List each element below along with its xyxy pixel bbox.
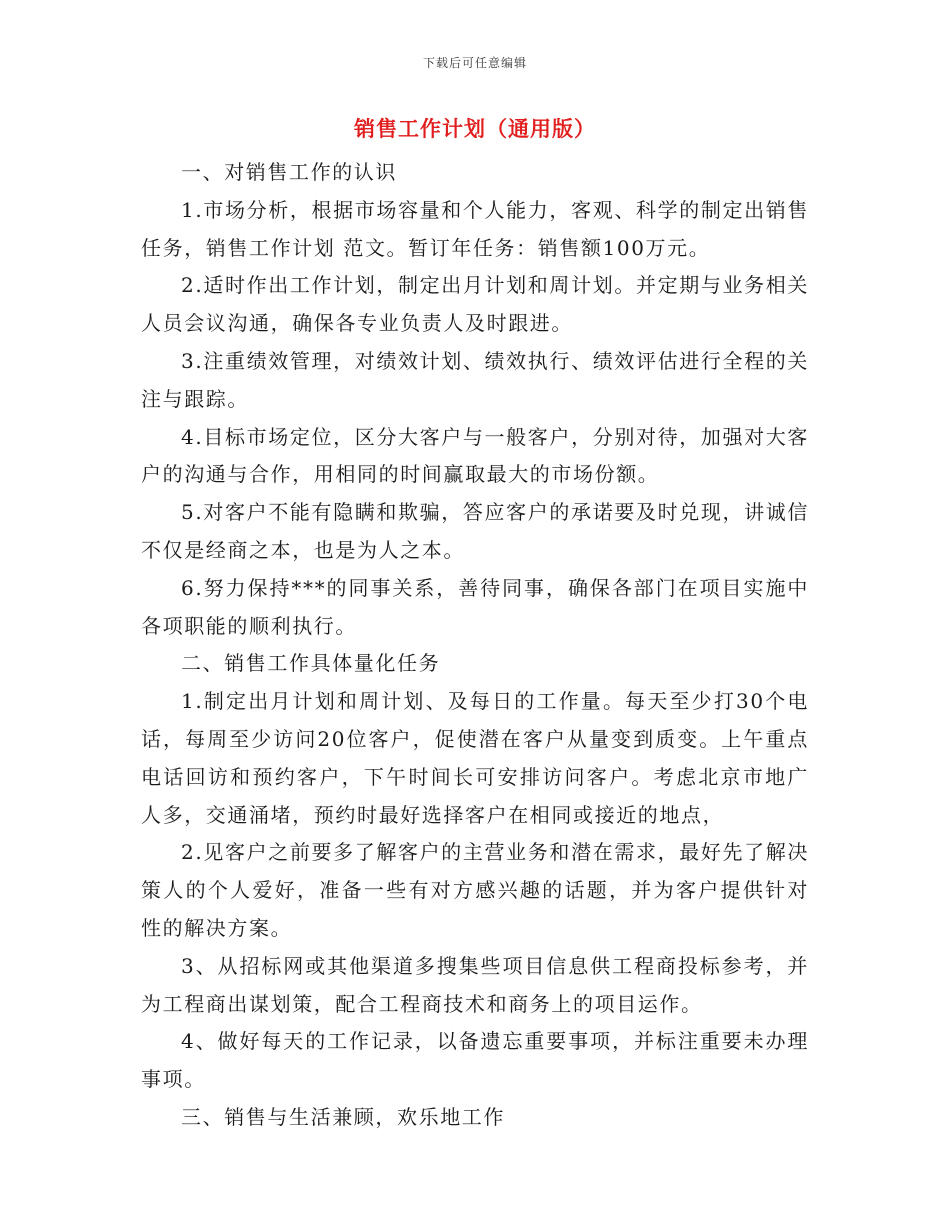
paragraph: 1.制定出月计划和周计划、及每日的工作量。每天至少打30个电话，每周至少访问20位客户，促使潜在客户从量变到质变。上午重点电话回访和预约客户，下午时间长可安排访问客户。考虑北京市地广人多，交通涌堵，预约时最好选择客户在相同或接近的地点， [141, 689, 809, 827]
document-body [141, 154, 809, 1137]
header-note: 下载后可任意编辑 [422, 56, 527, 70]
paragraph: 4、做好每天的工作记录，以备遗忘重要事项，并标注重要未办理事项。 [141, 1029, 809, 1092]
paragraph: 3、从招标网或其他渠道多搜集些项目信息供工程商投标参考，并为工程商出谋划策，配合工程商技术和商务上的项目运作。 [141, 953, 809, 1016]
paragraph: 3.注重绩效管理，对绩效计划、绩效执行、绩效评估进行全程的关注与跟踪。 [141, 348, 809, 411]
paragraph: 1.市场分析，根据市场容量和个人能力，客观、科学的制定出销售任务，销售工作计划 范文。暂订年任务：销售额100万元。 [141, 197, 809, 260]
paragraph: 4.目标市场定位，区分大客户与一般客户，分别对待，加强对大客户的沟通与合作，用相同的时间赢取最大的市场份额。 [141, 424, 809, 487]
paragraph: 6.努力保持***的同事关系，善待同事，确保各部门在项目实施中各项职能的顺利执行。 [141, 575, 809, 638]
paragraph: 5.对客户不能有隐瞒和欺骗，答应客户的承诺要及时兑现，讲诚信不仅是经商之本，也是为人之本。 [141, 500, 809, 562]
document-title: 销售工作计划（通用版） [354, 117, 596, 141]
section-heading-1: 一、对销售工作的认识 [181, 160, 397, 184]
paragraph: 2.见客户之前要多了解客户的主营业务和潜在需求，最好先了解决策人的个人爱好，准备一些有对方感兴趣的话题，并为客户提供针对性的解决方案。 [141, 840, 809, 940]
section-heading-3: 三、销售与生活兼顾，欢乐地工作 [181, 1104, 505, 1129]
paragraph: 2.适时作出工作计划，制定出月计划和周计划。并定期与业务相关人员会议沟通，确保各专业负责人及时跟进。 [141, 273, 809, 336]
section-heading-2: 二、销售工作具体量化任务 [181, 651, 441, 676]
